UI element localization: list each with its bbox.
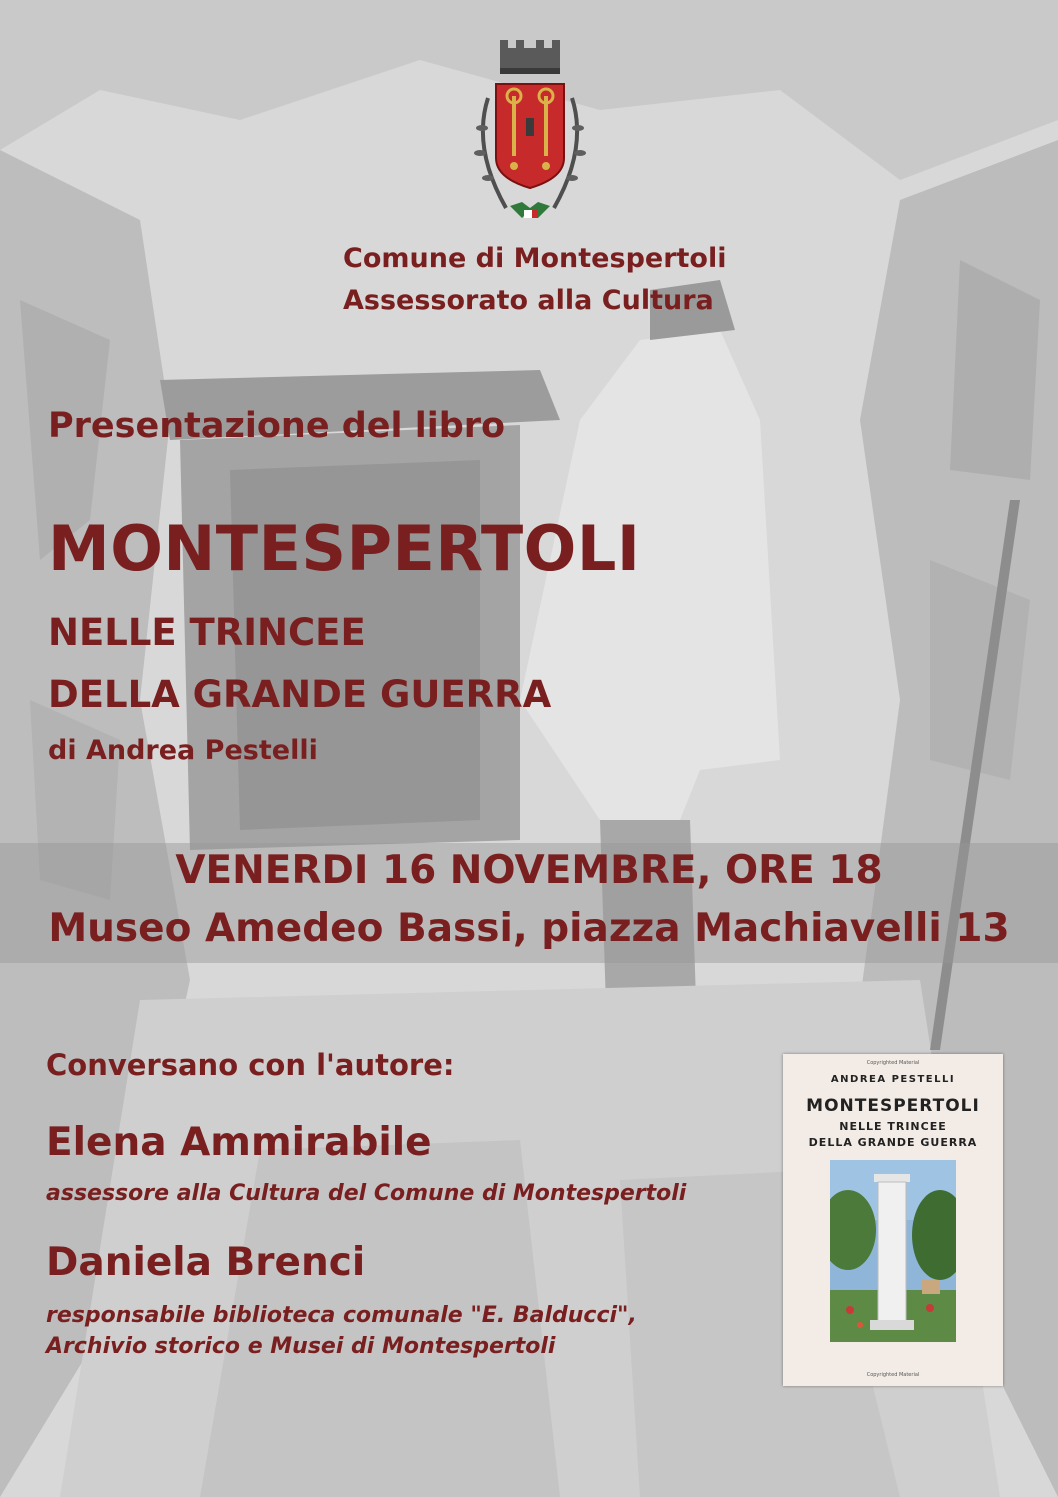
- speaker-role-1-line1: assessore alla Cultura del Comune di Montespertoli: [46, 1181, 687, 1206]
- book-subtitle-line1: NELLE TRINCEE: [48, 611, 366, 654]
- speaker-role-2-line2: Archivio storico e Musei di Montespertoli: [46, 1334, 556, 1359]
- book-cover-title: MONTESPERTOLI: [806, 1096, 980, 1116]
- organization-block: [343, 238, 726, 322]
- book-cover-top-note: Copyrighted Material: [866, 1060, 920, 1066]
- organization-name: Comune di Montespertoli: [343, 243, 727, 274]
- event-intro: Presentazione del libro: [48, 406, 506, 446]
- book-cover-subtitle-line2: DELLA GRANDE GUERRA: [808, 1136, 978, 1149]
- book-title: MONTESPERTOLI: [48, 512, 641, 585]
- book-cover-subtitle-line1: NELLE TRINCEE: [839, 1120, 947, 1133]
- event-date-time: VENERDI 16 NOVEMBRE, ORE 18: [175, 848, 883, 893]
- speaker-role-2-line1: responsabile biblioteca comunale "E. Balducci",: [46, 1303, 637, 1328]
- book-author: di Andrea Pestelli: [48, 735, 318, 766]
- speaker-name-2: Daniela Brenci: [46, 1240, 366, 1285]
- book-cover-monument-photo: [830, 1160, 956, 1342]
- municipal-coat-of-arms: [466, 38, 594, 228]
- department-name: Assessorato alla Cultura: [343, 285, 714, 316]
- book-cover-author: ANDREA PESTELLI: [830, 1074, 956, 1085]
- speaker-name-1: Elena Ammirabile: [46, 1120, 432, 1165]
- book-subtitle-line2: DELLA GRANDE GUERRA: [48, 673, 552, 716]
- book-subtitle: [48, 602, 551, 726]
- book-cover-bottom-note: Copyrighted Material: [866, 1372, 920, 1378]
- speakers-heading: Conversano con l'autore:: [46, 1048, 455, 1082]
- speaker-role-2: [46, 1300, 637, 1362]
- book-cover-image: [783, 1054, 1003, 1386]
- speaker-role-1: [46, 1178, 686, 1209]
- event-venue: Museo Amedeo Bassi, piazza Machiavelli 13: [48, 906, 1010, 951]
